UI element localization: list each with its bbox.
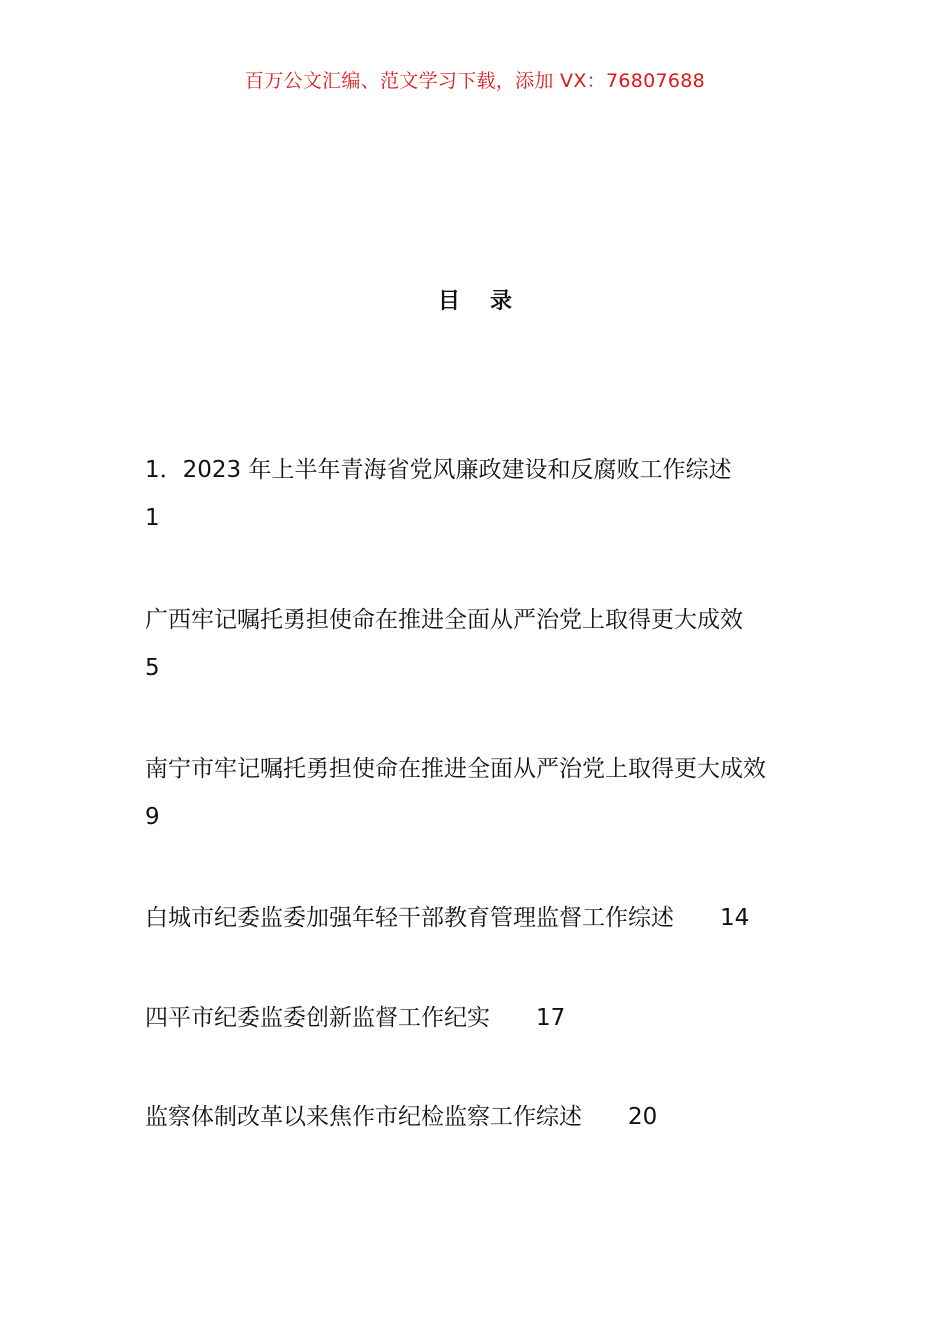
header-note: 百万公文汇编、范文学习下载，添加 VX：76807688: [244, 70, 706, 92]
toc-entry-title: 南宁市牢记嘱托勇担使命在推进全面从严治党上取得更大成效: [145, 756, 766, 782]
toc-entry[interactable]: [145, 596, 815, 692]
toc-entry-title: 四平市纪委监委创新监督工作纪实: [145, 1005, 490, 1031]
toc-entry-page: 14: [720, 905, 750, 931]
toc-entry-page: 17: [536, 1005, 566, 1031]
toc-entry-page: 20: [628, 1104, 658, 1130]
toc-entry-page: 9: [145, 804, 160, 830]
toc-entry[interactable]: [145, 446, 815, 542]
toc-entry[interactable]: [145, 745, 815, 841]
toc-entry-title: 广西牢记嘱托勇担使命在推进全面从严治党上取得更大成效: [145, 607, 743, 633]
toc-entry-title: 1．2023 年上半年青海省党风廉政建设和反腐败工作综述: [145, 457, 732, 483]
toc-entry-title: 监察体制改革以来焦作市纪检监察工作综述: [145, 1104, 582, 1130]
toc-entry[interactable]: [145, 1093, 815, 1141]
toc-entry-title: 白城市纪委监委加强年轻干部教育管理监督工作综述: [145, 905, 674, 931]
toc-title: 目录: [437, 289, 542, 314]
toc-entry[interactable]: [145, 994, 815, 1042]
toc-entry-page: 5: [145, 655, 160, 681]
toc-entry-page: 1: [145, 505, 160, 531]
toc-entry[interactable]: [145, 894, 815, 942]
